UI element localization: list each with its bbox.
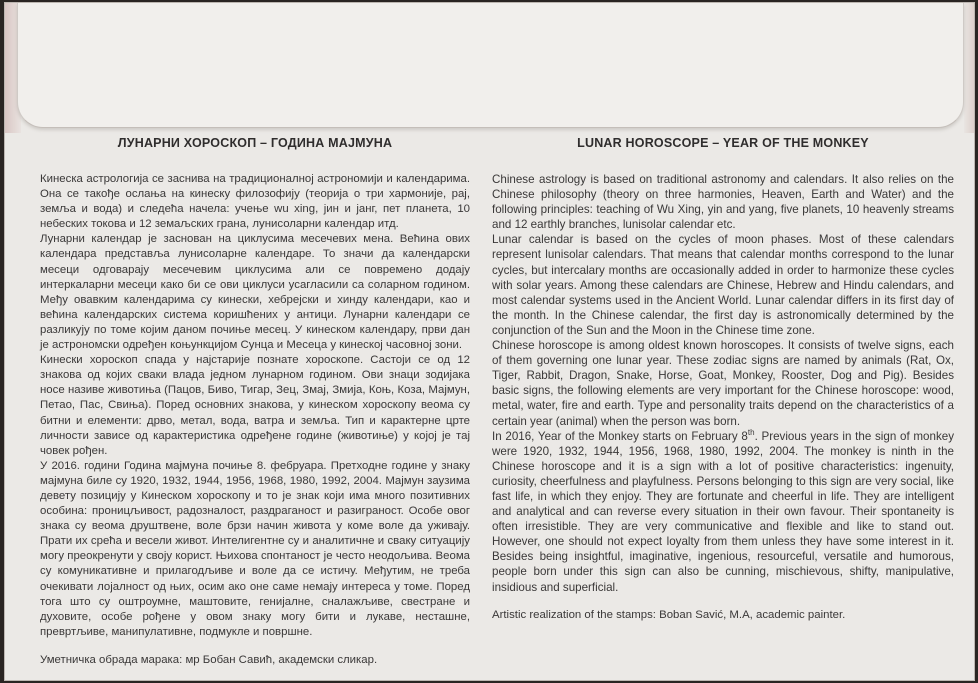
- english-credit: Artistic realization of the stamps: Boban Savić, M.A, academic painter.: [492, 608, 846, 621]
- serbian-title: ЛУНАРНИ ХОРОСКОП – ГОДИНА МАЈМУНА: [117, 136, 393, 150]
- english-column: [492, 136, 954, 623]
- envelope-flap: [17, 3, 964, 128]
- edge-tint-right: [964, 3, 974, 133]
- serbian-paragraph-1: Кинеска астрологија се заснива на традиционалној астрономији и календарима. Она се такође ослања на кинеску филозофију (теорија о три хармоније, рај, земља и вода) и следећа начела: учење wu xing, јин и јанг, пет планета, 10 небеских токова и 12 земаљских грана, лунисоларни календар итд.: [40, 173, 470, 231]
- serbian-paragraph-4: У 2016. години Година мајмуна почиње 8. фебруара. Претходне године у знаку мајмуна биле су 1920, 1932, 1944, 1956, 1968, 1980, 1992, 2004. Мајмун заузима девету позицију у Кинеском хороскопу и то је знак који има много позитивних особина: проницљивост, радозналост, раздраганост и разиграност. Особе овог знака су веома друштвене, воле брзи начин живота у коме воле да уживају. Прати их срећа и весели живот. Интелигентне су и аналитичне и сваку ситуацију могу преокренути у своју корист. Њихова спонтаност је често неодољива. Веома су комуникативне и прилагодљиве и воле да се истичу. Међутим, не треба очекивати лојалност од њих, осим ако оне саме немају интереса у томе. Поред тога што су оштроумне, маштовите, генијалне, сналажљиве, свестране и духовите, особе рођене у овом знаку могу бити и лукаве, несташне, превртљиве, манипулативне, подмукле и површне.: [40, 459, 470, 638]
- serbian-column: [40, 136, 470, 668]
- english-paragraph-2: Lunar calendar is based on the cycles of moon phases. Most of these calendars represent lunisolar calendars. That means that calendar months correspond to the lunar cycles, but intercalary months are occasionally added in order to harmonize these cycles with solar years. Among these calendars are Chinese, Hebrew and Hindu calendars, and most calendar systems used in the Ancient World. Lunar calendar differs in its first day of the month. In the Chinese calendar, the first day is astronomically determined by the conjunction of the Sun and the Moon in the Chinese time zone.: [492, 233, 954, 337]
- serbian-credit: Уметничка обрада марака: мр Бобан Савић, академски сликар.: [40, 653, 378, 666]
- english-paragraph-4-start: In 2016, Year of the Monkey starts on February 8: [492, 429, 748, 443]
- english-paragraph-1: Chinese astrology is based on traditional astronomy and calendars. It also relies on the Chinese philosophy (theory on three harmonies, Heaven, Earth and Water) and the following principles: teaching of Wu Xing, yin and yang, five planets, 10 heavenly streams and 12 earthly branches, lunisolar calendar etc.: [492, 173, 954, 232]
- serbian-paragraph-2: Лунарни календар је заснован на циклусима месечевих мена. Већина ових календара представља лунисоларне календаре. То значи да календарски месеци одговарају месечевим циклусима али се повремено додају интеркаларни месеци како би се ови циклуси усагласили са соларном годином. Међу овавким календарима су кинески, хебрејски и хинду календари, као и већина календарских система коришћених у антици. Лунарни календари се разликују по томе којим даном почиње месец. У кинеском календару, први дан је астрономски одређен коњункцијом Сунца и Месеца у кинеској часовној зони.: [40, 233, 470, 352]
- english-paragraph-4-rest: . Previous years in the sign of monkey were 1920, 1932, 1944, 1956, 1968, 1980, 1992, 2004. The monkey is ninth in the Chinese horoscope and it is a sign with a lot of positive characteristics: ingenuity, curiosity, cheerfulness and playfulness. Persons belonging to this sign are very social, like fast life, in which they enjoy. They are fortunate and cheerful in life. They are intelligent and analytical and can reverse every situation in their own favour. Their spontaneity is often irresistible. They are very communicative and flexible and like to stand out. However, one should not expect loyalty from them unless they have some interest in it. Besides being insightful, imaginative, ingenious, resourceful, versatile and humorous, people born under this sign can also be cunning, mischievous, shifty, manipulative, insidious and superficial.: [492, 429, 954, 594]
- english-paragraph-4: [492, 429, 954, 595]
- serbian-paragraph-3: Кинески хороскоп спада у најстарије познате хороскопе. Састоји се од 12 знакова од којих сваки влада једном лунарном годином. Ови знаци зодијака носе називе животиња (Пацов, Биво, Тигар, Зец, Змај, Змија, Коњ, Коза, Мајмун, Петао, Пас, Свиња). Поред основних знакова, у кинеском хороскопу веома су битни и елементи: дрво, метал, вода, ватра и земља. Тип и карактерне црте личности зависе од карактеристика одређене године (животиње) у којој је тај човек рођен.: [40, 354, 470, 457]
- english-paragraph-3: Chinese horoscope is among oldest known horoscopes. It consists of twelve signs, each of them governing one lunar year. These zodiac signs are named by animals (Rat, Ox, Tiger, Rabbit, Dragon, Snake, Horse, Goat, Monkey, Rooster, Dog and Pig). Besides basic signs, the following elements are very important for the Chinese horoscope: wood, metal, water, fire and earth. Type and personality traits depend on the characteristics of a certain year (animal) when the person was born.: [492, 339, 954, 428]
- english-paragraph-4-sup: th: [747, 427, 755, 437]
- english-title: LUNAR HOROSCOPE – YEAR OF THE MONKEY: [577, 136, 869, 150]
